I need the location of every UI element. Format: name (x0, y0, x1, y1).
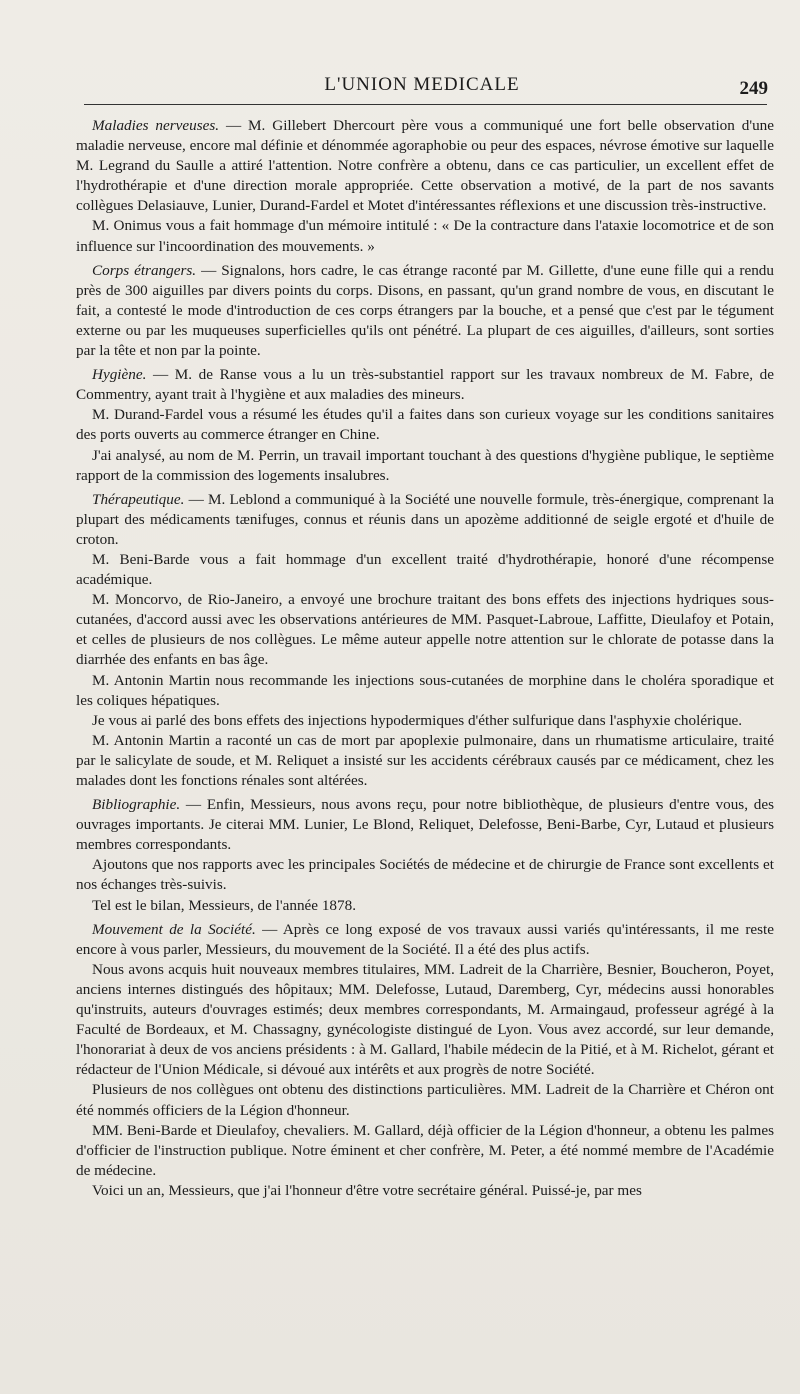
paragraph (76, 795, 774, 855)
page-number: 249 (739, 78, 768, 99)
paragraph-text: Ajoutons que nos rapports avec les principales Sociétés de médecine et de chirurgie de France sont excellents et nos échanges très-suivis. (76, 856, 774, 894)
paragraph-text: MM. Beni-Barde et Dieulafoy, chevaliers. M. Gallard, déjà officier de la Légion d'honneur, a obtenu les palmes d'officier de l'instruction publique. Notre éminent et cher confrère, M. Peter, a été nommé membre de l'Académie de médecine. (76, 1121, 774, 1179)
paragraph-text: Plusieurs de nos collègues ont obtenu des distinctions particulières. MM. Ladreit de la Charrière et Chéron ont été nommés officiers de la Légion d'honneur. (76, 1081, 774, 1119)
section-heading: Bibliographie. (92, 796, 181, 814)
paragraph (76, 896, 774, 916)
paragraph-text: — M. de Ranse vous a lu un très-substantiel rapport sur les travaux nombreux de M. Fabre, de Commentry, ayant trait à l'hygiène et aux maladies des mineurs. (76, 366, 774, 404)
page-header (72, 74, 772, 104)
paragraph (76, 590, 774, 670)
section-heading: Hygiène. (92, 366, 147, 384)
running-title: L'UNION MEDICALE (324, 74, 520, 95)
paragraph-text: M. Onimus vous a fait hommage d'un mémoire intitulé : « De la contracture dans l'ataxie locomotrice et de son influence sur l'incoordination des mouvements. » (76, 217, 774, 255)
paragraph-text: Tel est le bilan, Messieurs, de l'année 1878. (92, 896, 357, 914)
paragraph-text: M. Antonin Martin a raconté un cas de mort par apoplexie pulmonaire, dans un rhumatisme articulaire, traité par le salicylate de soude, et M. Reliquet a insisté sur les accidents cérébraux causés par ce médicament, chez les malades dont les fonctions rénales sont altérées. (76, 731, 774, 789)
paragraph-text: — M. Leblond a communiqué à la Société une nouvelle formule, très-énergique, comprenant la plupart des médicaments tænifuges, connus et réunis dans un apozème additionné de seigle ergoté et d'huile de croton. (76, 490, 774, 548)
paragraph (76, 731, 774, 791)
paragraph (76, 920, 774, 960)
paragraph-text: — M. Gillebert Dhercourt père vous a communiqué une fort belle observation d'une maladie nerveuse, encore mal définie et dénommée agoraphobie ou peur des espaces, névrose émotive sur laquelle M. Legrand du Saulle a attiré l'attention. Notre confrère a obtenu, dans ce cas particulier, un excellent effet de l'hydrothérapie et d'une direction morale appropriée. Cette observation a motivé, de la part de nos savants collègues Delasiauve, Lunier, Durand-Fardel et Motet d'intéressantes réflexions et une discussion très-instructive. (76, 117, 774, 215)
paragraph-text: — Après ce long exposé de vos travaux aussi variés qu'intéressants, il me reste encore à vous parler, Messieurs, du mouvement de la Société. Il a été des plus actifs. (76, 920, 774, 958)
section-heading: Maladies nerveuses. (92, 117, 220, 134)
paragraph (76, 1121, 774, 1181)
paragraph (76, 405, 774, 445)
paragraph-text: Nous avons acquis huit nouveaux membres titulaires, MM. Ladreit de la Charrière, Besnier, Boucheron, Poyet, anciens internes distingués des hôpitaux; MM. Delefosse, Lutaud, Daremberg, Cyr, médecins aussi honorables qu'instruits, auteurs d'ouvrages estimés; deux membres correspondants, M. Armaingaud, professeur agrégé à la Faculté de Bordeaux, et M. Chassagny, gynécologiste distingué de Lyon. Vous avez accordé, sur leur demande, l'honorariat à deux de vos anciens présidents : à M. Gallard, l'habile médecin de la Pitié, et à M. Richelot, gérant et rédacteur de l'Union Médicale, si dévoué aux intérêts et aux progrès de notre Société. (76, 960, 774, 1079)
body-text (76, 116, 774, 1201)
paragraph-text: M. Beni-Barde vous a fait hommage d'un excellent traité d'hydrothérapie, honoré d'une récompense académique. (76, 550, 774, 589)
section-heading: Mouvement de la Société. (92, 920, 256, 938)
section-heading: Corps étrangers. (92, 261, 197, 279)
paragraph (76, 855, 774, 895)
paragraph (76, 116, 774, 216)
paragraph-text: M. Antonin Martin nous recommande les injections sous-cutanées de morphine dans le choléra sporadique et les coliques hépatiques. (76, 671, 774, 709)
paragraph-text: — Enfin, Messieurs, nous avons reçu, pour notre bibliothèque, de plusieurs d'entre vous, des ouvrages importants. Je citerai MM. Lunier, Le Blond, Reliquet, Delefosse, Beni-Barbe, Cyr, Lutaud et plusieurs membres correspondants. (76, 796, 774, 854)
section-heading: Thérapeutique. (92, 490, 185, 508)
paragraph (76, 960, 774, 1081)
paragraph (76, 550, 774, 590)
header-rule (84, 104, 767, 105)
paragraph (76, 365, 774, 405)
paragraph-text: — Signalons, hors cadre, le cas étrange raconté par M. Gillette, d'une eune fille qui a rendu près de 300 aiguilles par divers points du corps. Disons, en passant, qu'un grand nombre de vous, en discutant le fait, a contesté le mode d'introduction de ces corps étrangers par la bouche, et a pensé que c'est par le tégument externe ou par les muqueuses superficielles qu'ils ont pénétré. La plupart de ces aiguilles, d'ailleurs, sont sorties par la tête et non par la pointe. (76, 261, 774, 360)
paragraph (76, 1181, 774, 1201)
paragraph (76, 446, 774, 486)
paragraph (76, 490, 774, 550)
paragraph-text: Je vous ai parlé des bons effets des injections hypodermiques d'éther sulfurique dans l'asphyxie cholérique. (92, 711, 743, 729)
paragraph (76, 711, 774, 731)
paragraph (76, 671, 774, 711)
paragraph (76, 1080, 774, 1120)
paragraph (76, 216, 774, 256)
paragraph (76, 261, 774, 361)
paragraph-text: M. Moncorvo, de Rio-Janeiro, a envoyé une brochure traitant des bons effets des injections hydriques sous-cutanées, d'accord aussi avec les observations antérieures de MM. Pasquet-Labroue, Laffitte, Dieulafoy et Potain, et celles de plusieurs de nos collègues. Le même auteur appelle notre attention sur le chlorate de potasse dans la diarrhée des enfants en bas âge. (76, 591, 774, 669)
paragraph-text: J'ai analysé, au nom de M. Perrin, un travail important touchant à des questions d'hygiène publique, le septième rapport de la commission des logements insalubres. (76, 446, 774, 484)
paragraph-text: M. Durand-Fardel vous a résumé les études qu'il a faites dans son curieux voyage sur les conditions sanitaires des ports ouverts au commerce étranger en Chine. (76, 406, 774, 444)
paragraph-text: Voici un an, Messieurs, que j'ai l'honneur d'être votre secrétaire général. Puissé-je, par mes (92, 1181, 642, 1199)
